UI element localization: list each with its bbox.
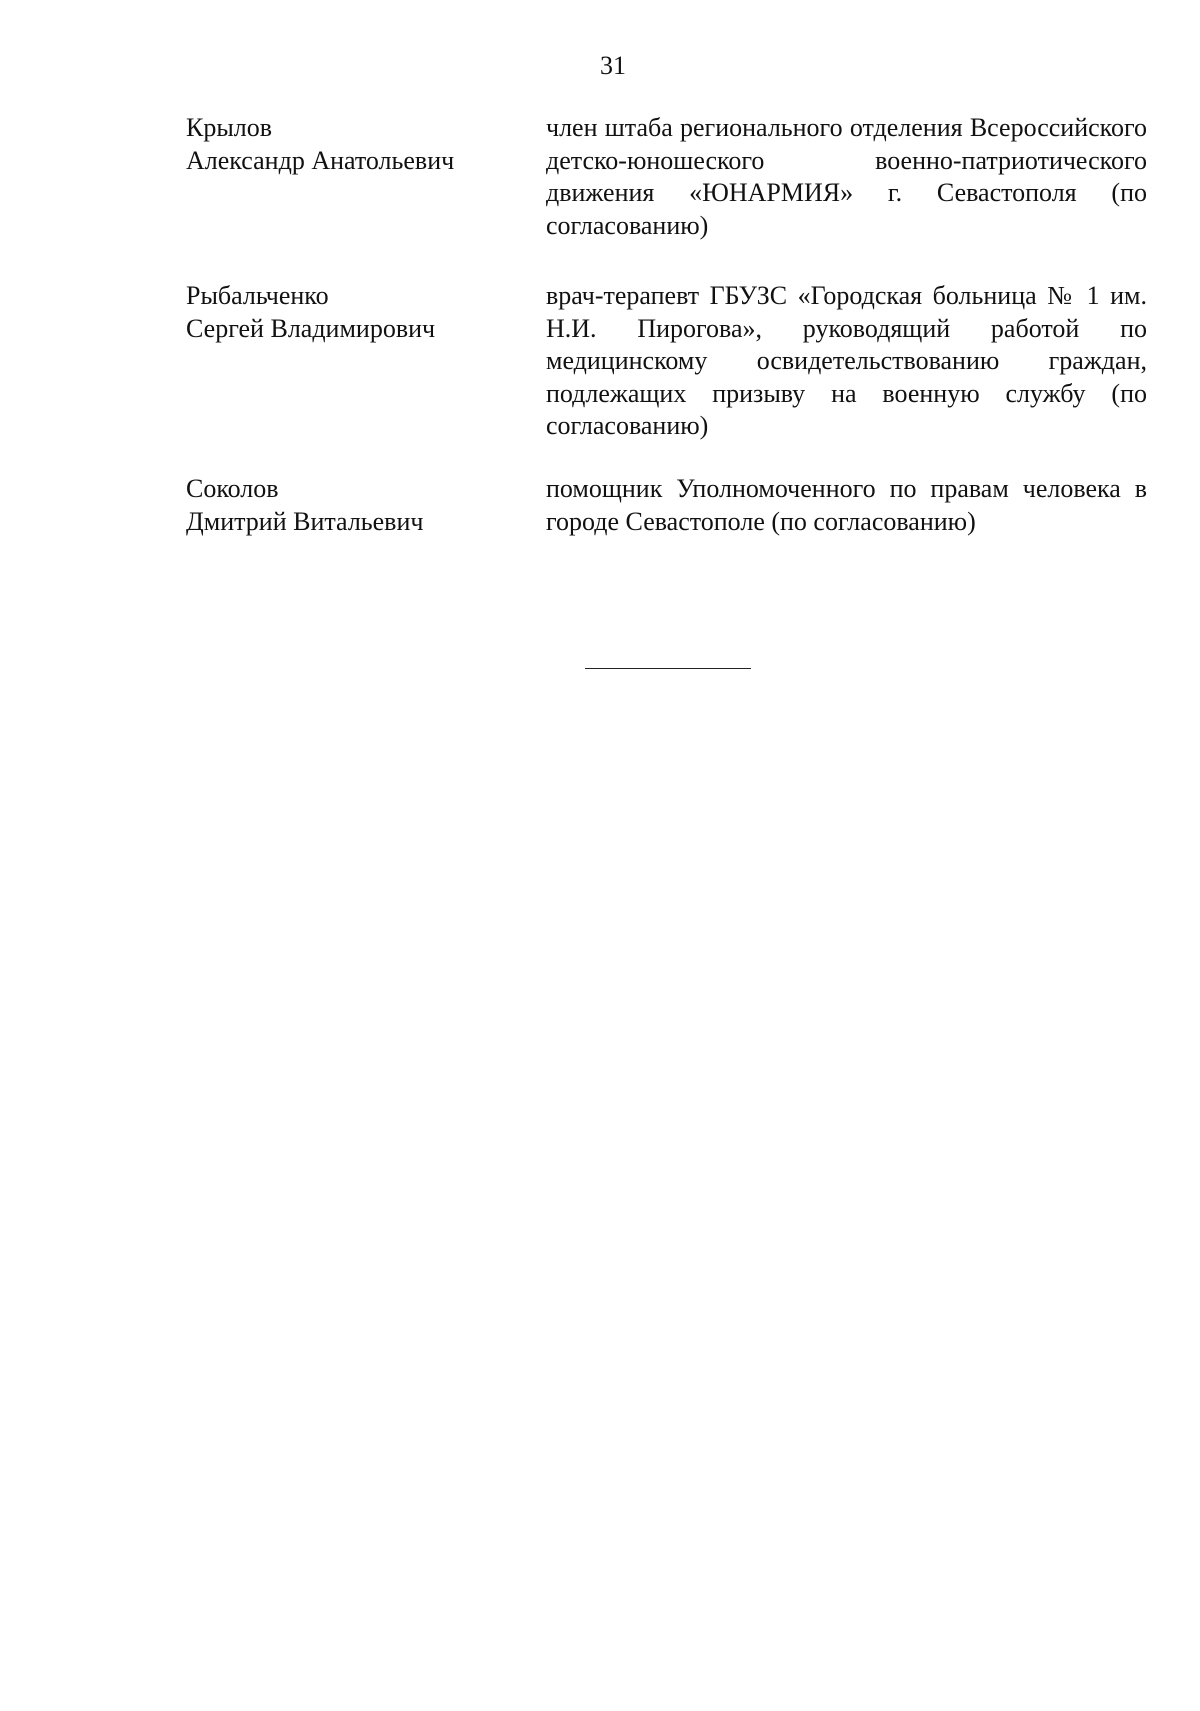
- page-number: 31: [600, 51, 626, 80]
- member-name: [186, 280, 516, 345]
- member-position: врач-терапевт ГБУЗС «Городская больница № 1 им. Н.И. Пирогова», руководящий работой по медицинскому освидетельствованию граждан, подлежащих призыву на военную службу (по согласованию): [546, 281, 1147, 440]
- end-of-list-rule: [585, 668, 751, 669]
- member-given-names: Дмитрий Витальевич: [186, 506, 424, 536]
- member-given-names: Сергей Владимирович: [186, 313, 436, 343]
- member-surname: Рыбальченко: [186, 281, 329, 310]
- member-surname: Соколов: [186, 474, 279, 503]
- member-name: [186, 112, 516, 177]
- member-name: [186, 473, 516, 538]
- member-given-names: Александр Анатольевич: [186, 145, 455, 175]
- member-surname: Крылов: [186, 113, 273, 142]
- member-position: помощник Уполномоченного по правам человека в городе Севастополе (по согласованию): [546, 474, 1147, 536]
- member-position: член штаба регионального отделения Всероссийского детско-юношеского военно-патриотического движения «ЮНАРМИЯ» г. Севастополя (по согласованию): [546, 113, 1147, 240]
